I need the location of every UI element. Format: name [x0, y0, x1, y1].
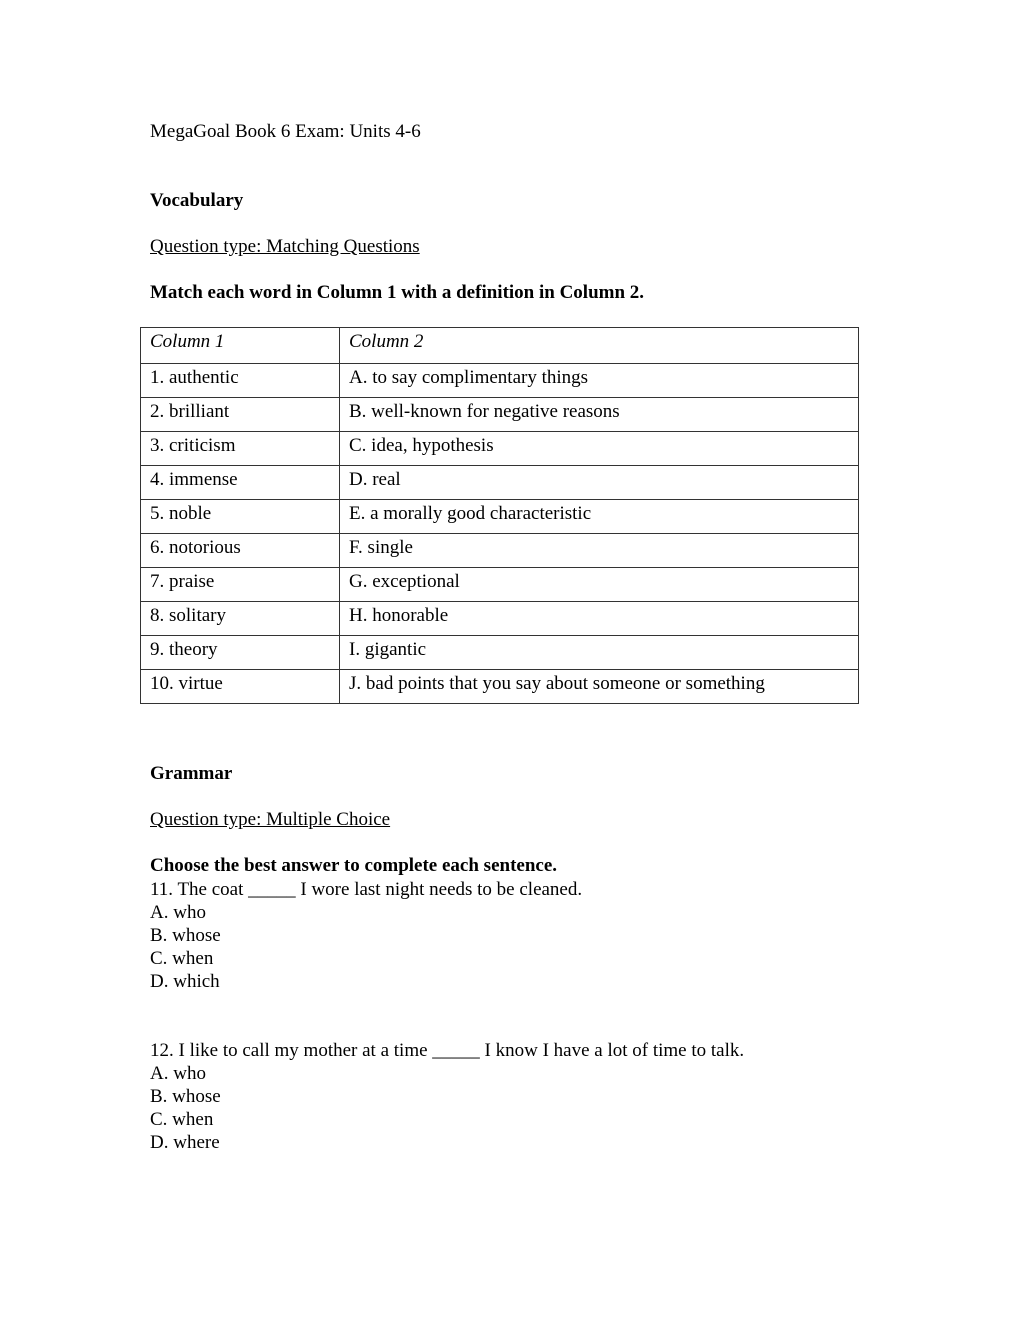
question-11-option-a: A. who — [150, 902, 206, 923]
grammar-instruction: Choose the best answer to complete each sentence. — [150, 855, 558, 876]
table-row — [141, 670, 859, 704]
vocabulary-heading: Vocabulary — [150, 190, 244, 211]
column-header: Column 1 — [141, 328, 340, 364]
word-cell: 9. theory — [141, 636, 340, 670]
table-row — [141, 432, 859, 466]
definition-cell: F. single — [340, 534, 859, 568]
question-12-option-b: B. whose — [150, 1086, 221, 1107]
question-11-stem: 11. The coat _____ I wore last night needs to be cleaned. — [150, 879, 583, 900]
table-row — [141, 568, 859, 602]
question-12-stem: 12. I like to call my mother at a time _____ I know I have a lot of time to talk. — [150, 1040, 745, 1061]
table-header-row — [141, 328, 859, 364]
definition-cell: A. to say complimentary things — [340, 364, 859, 398]
question-11-option-d: D. which — [150, 971, 220, 992]
table-row — [141, 500, 859, 534]
definition-cell: E. a morally good characteristic — [340, 500, 859, 534]
word-cell: 2. brilliant — [141, 398, 340, 432]
table-row — [141, 398, 859, 432]
word-cell: 5. noble — [141, 500, 340, 534]
definition-cell: D. real — [340, 466, 859, 500]
definition-cell: B. well-known for negative reasons — [340, 398, 859, 432]
word-cell: 4. immense — [141, 466, 340, 500]
table-row — [141, 466, 859, 500]
document-title: MegaGoal Book 6 Exam: Units 4-6 — [150, 121, 421, 142]
matching-table — [140, 327, 859, 704]
question-12-option-c: C. when — [150, 1109, 214, 1130]
word-cell: 3. criticism — [141, 432, 340, 466]
vocabulary-question-type: Question type: Matching Questions — [150, 236, 420, 257]
definition-cell: J. bad points that you say about someone or something — [340, 670, 859, 704]
table-row — [141, 534, 859, 568]
definition-cell: H. honorable — [340, 602, 859, 636]
word-cell: 7. praise — [141, 568, 340, 602]
table-row — [141, 364, 859, 398]
definition-cell: I. gigantic — [340, 636, 859, 670]
table-row — [141, 636, 859, 670]
word-cell: 1. authentic — [141, 364, 340, 398]
word-cell: 6. notorious — [141, 534, 340, 568]
vocabulary-instruction: Match each word in Column 1 with a definition in Column 2. — [150, 282, 645, 303]
table-row — [141, 602, 859, 636]
question-12-option-d: D. where — [150, 1132, 220, 1153]
grammar-heading: Grammar — [150, 763, 233, 784]
definition-cell: G. exceptional — [340, 568, 859, 602]
grammar-question-type: Question type: Multiple Choice — [150, 809, 391, 830]
question-11-option-c: C. when — [150, 948, 214, 969]
word-cell: 10. virtue — [141, 670, 340, 704]
question-11-option-b: B. whose — [150, 925, 221, 946]
question-12-option-a: A. who — [150, 1063, 206, 1084]
word-cell: 8. solitary — [141, 602, 340, 636]
definition-cell: C. idea, hypothesis — [340, 432, 859, 466]
column-header: Column 2 — [340, 328, 859, 364]
